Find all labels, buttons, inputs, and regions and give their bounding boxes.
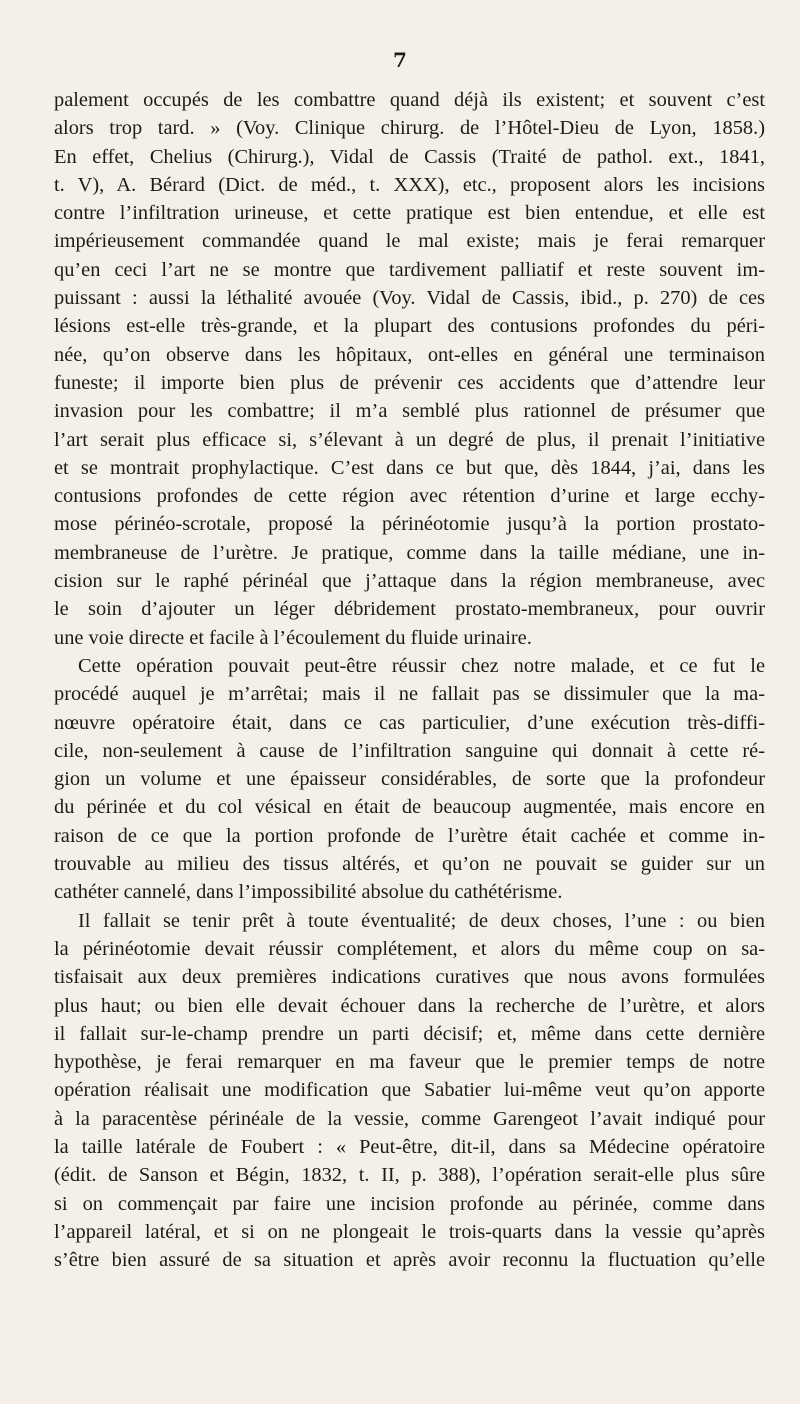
text-line: et se montrait prophylactique. C’est dans ce but que, dès 1844, j’ai, dans les [54, 456, 765, 479]
text-line: En effet, Chelius (Chirurg.), Vidal de Cassis (Traité de pathol. ext., 1841, [54, 145, 765, 168]
text-line: cathéter cannelé, dans l’impossibilité absolue du cathétérisme. [54, 881, 563, 904]
text-line: s’être bien assuré de sa situation et après avoir reconnu la fluctuation qu’elle [54, 1249, 765, 1272]
text-line: raison de ce que la portion profonde de l’urètre était cachée et comme in- [54, 824, 765, 847]
text-line: l’art serait plus efficace si, s’élevant à un degré de plus, il prenait l’initiative [54, 428, 765, 451]
text-line: contusions profondes de cette région avec rétention d’urine et large ecchy- [54, 485, 765, 508]
text-line: trouvable au milieu des tissus altérés, et qu’on ne pouvait se guider sur un [54, 853, 765, 876]
text-line: le soin d’ajouter un léger débridement prostato-membraneux, pour ouvrir [54, 598, 765, 621]
text-line: cision sur le raphé périnéal que j’attaque dans la région membraneuse, avec [54, 570, 765, 593]
text-line: si on commençait par faire une incision profonde au périnée, comme dans [54, 1192, 765, 1215]
text-line: hypothèse, je ferai remarquer en ma faveur que le premier temps de notre [54, 1051, 765, 1074]
text-line: il fallait sur-le-champ prendre un parti décisif; et, même dans cette dernière [54, 1022, 765, 1045]
text-line: née, qu’on observe dans les hôpitaux, ont-elles en général une terminaison [54, 343, 765, 366]
text-line: (édit. de Sanson et Bégin, 1832, t. II, p. 388), l’opération serait-elle plus sûre [54, 1164, 765, 1187]
page-number: 7 [393, 48, 407, 72]
text-line: palement occupés de les combattre quand déjà ils existent; et souvent c’est [54, 89, 765, 111]
text-line: du périnée et du col vésical en était de beaucoup augmentée, mais encore en [54, 796, 765, 819]
text-line: à la paracentèse périnéale de la vessie, comme Garengeot l’avait indiqué pour [54, 1107, 765, 1130]
text-line: Cette opération pouvait peut-être réussir chez notre malade, et ce fut le [78, 654, 765, 677]
text-line: une voie directe et facile à l’écoulement du fluide urinaire. [54, 626, 532, 649]
text-line: t. V), A. Bérard (Dict. de méd., t. XXX), etc., proposent alors les incisions [54, 173, 765, 196]
text-line: l’appareil latéral, et si on ne plongeait le trois-quarts dans la vessie qu’après [54, 1220, 765, 1243]
text-line: lésions est-elle très-grande, et la plupart des contusions profondes du péri- [54, 315, 765, 338]
text-line: funeste; il importe bien plus de prévenir ces accidents que d’attendre leur [54, 371, 765, 394]
text-line: invasion pour les combattre; il m’a semblé plus rationnel de présumer que [54, 400, 765, 423]
text-line: la périnéotomie devait réussir complétement, et alors du même coup on sa- [54, 937, 765, 960]
text-line: membraneuse de l’urètre. Je pratique, comme dans la taille médiane, une in- [54, 541, 765, 564]
text-line: procédé auquel je m’arrêtai; mais il ne fallait pas se dissimuler que la ma- [54, 683, 765, 706]
text-line: la taille latérale de Foubert : « Peut-être, dit-il, dans sa Médecine opératoire [54, 1135, 765, 1158]
text-line: gion un volume et une épaisseur considérables, de sorte que la profondeur [54, 768, 765, 791]
text-line: cile, non-seulement à cause de l’infiltration sanguine qui donnait à cette ré- [54, 739, 765, 762]
text-line: Il fallait se tenir prêt à toute éventualité; de deux choses, l’une : ou bien [78, 909, 765, 932]
text-line: opération réalisait une modification que Sabatier lui-même veut qu’on apporte [54, 1079, 765, 1102]
body-text [54, 86, 765, 1274]
text-line: contre l’infiltration urineuse, et cette pratique est bien entendue, et elle est [54, 202, 765, 225]
text-line: plus haut; ou bien elle devait échouer dans la recherche de l’urètre, et alors [54, 994, 765, 1017]
text-line: mose périnéo-scrotale, proposé la périnéotomie jusqu’à la portion prostato- [54, 513, 765, 536]
text-line: tisfaisait aux deux premières indications curatives que nous avons formulées [54, 966, 765, 989]
text-line: qu’en ceci l’art ne se montre que tardivement palliatif et reste souvent im- [54, 258, 765, 281]
text-line: impérieusement commandée quand le mal existe; mais je ferai remarquer [54, 230, 765, 253]
text-line: nœuvre opératoire était, dans ce cas particulier, d’une exécution très-diffi- [54, 711, 765, 734]
text-line: puissant : aussi la léthalité avouée (Voy. Vidal de Cassis, ibid., p. 270) de ces [54, 287, 765, 310]
text-line: alors trop tard. » (Voy. Clinique chirurg. de l’Hôtel-Dieu de Lyon, 1858.) [54, 117, 765, 140]
